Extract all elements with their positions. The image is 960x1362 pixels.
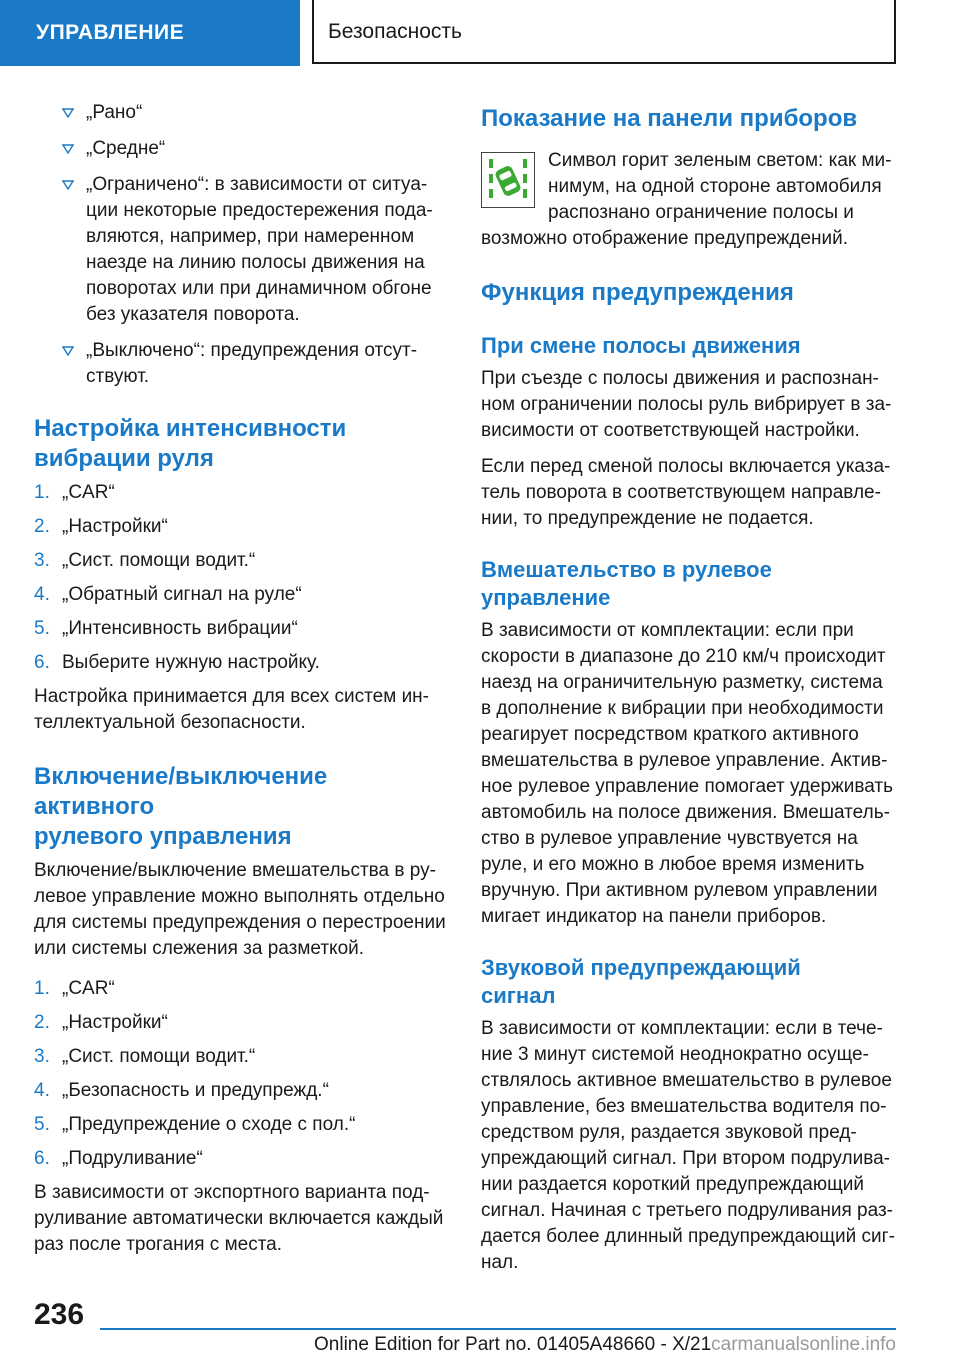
option-text: „Рано“ bbox=[86, 102, 143, 123]
text-line: ство в рулевое управление чувствуется на bbox=[481, 828, 858, 849]
watermark-text: carmanualsonline.info bbox=[711, 1334, 896, 1355]
active-steering-note: В зависимости от экспортного варианта под- руливание автоматически включается каждый раз после трогания с места. bbox=[34, 1182, 444, 1255]
section-title-box bbox=[312, 0, 896, 64]
lane-change-paragraph-2: Если перед сменой полосы включается указа- тель поворота в соответствующем направле- нии, то предупреждение не подается. bbox=[481, 456, 891, 529]
step-text: „Подруливание“ bbox=[62, 1148, 203, 1169]
triangle-bullet-icon bbox=[62, 346, 74, 356]
section-heading-display: Показание на панели приборов bbox=[481, 105, 858, 132]
step-text: „Настройки“ bbox=[62, 1012, 168, 1033]
text-line: упреждающий сигнал. При втором подрулива- bbox=[481, 1148, 890, 1169]
option-item bbox=[34, 100, 448, 126]
step-text: „Настройки“ bbox=[62, 516, 168, 537]
step-item bbox=[34, 976, 448, 1002]
left-column bbox=[34, 100, 448, 1268]
option-text: наезде на линию полосы движения на bbox=[86, 252, 425, 273]
step-item bbox=[34, 1078, 448, 1104]
step-number: 3. bbox=[34, 1046, 50, 1067]
steering-intervention-paragraph bbox=[481, 618, 897, 930]
text-line: скорости в диапазоне до 210 км/ч происходит bbox=[481, 646, 886, 667]
step-number: 4. bbox=[34, 1080, 50, 1101]
display-block bbox=[481, 148, 897, 226]
text-line: вручную. При активном рулевом управлении bbox=[481, 880, 878, 901]
text-line: средством руля, раздается звуковой пред- bbox=[481, 1122, 857, 1143]
section-heading-vibration: Настройка интенсивности вибрации руля bbox=[34, 415, 347, 472]
option-item bbox=[34, 136, 448, 162]
text-line: вмешательства в рулевое управление. Актив- bbox=[481, 750, 888, 771]
text-line: руле, и его можно в любое время изменить bbox=[481, 854, 865, 875]
sound-signal-paragraph bbox=[481, 1016, 897, 1276]
option-text: „Выключено“: предупреждения отсут- bbox=[86, 340, 418, 361]
step-item bbox=[34, 582, 448, 608]
step-number: 4. bbox=[34, 584, 50, 605]
step-text: „Сист. помощи водит.“ bbox=[62, 1046, 256, 1067]
vibration-note: Настройка принимается для всех систем ин- теллектуальной безопасности. bbox=[34, 686, 430, 733]
text-line: нал. bbox=[481, 1252, 519, 1273]
step-text: „CAR“ bbox=[62, 978, 115, 999]
section-heading-warning: Функция предупреждения bbox=[481, 279, 794, 306]
step-item bbox=[34, 548, 448, 574]
step-text: „Обратный сигнал на руле“ bbox=[62, 584, 302, 605]
lane-keeping-green-icon bbox=[482, 153, 534, 206]
step-number: 2. bbox=[34, 516, 50, 537]
footer-edition bbox=[300, 1334, 896, 1356]
text-line: сигнал. Начиная с третьего подруливания раз- bbox=[481, 1200, 894, 1221]
right-column bbox=[481, 104, 897, 1286]
text-line: мигает индикатор на панели приборов. bbox=[481, 906, 827, 927]
section-title: Безопасность bbox=[328, 20, 462, 43]
step-item bbox=[34, 1044, 448, 1070]
step-item bbox=[34, 480, 448, 506]
text-line: управление, без вмешательства водителя по- bbox=[481, 1096, 887, 1117]
page-header bbox=[0, 0, 960, 66]
text-line: реагирует посредством краткого активного bbox=[481, 724, 859, 745]
step-item bbox=[34, 514, 448, 540]
text-line: В зависимости от комплектации: если при bbox=[481, 620, 854, 641]
text-line: ствлялось активное вмешательство в рулевое bbox=[481, 1070, 892, 1091]
step-item bbox=[34, 616, 448, 642]
lane-keeping-indicator bbox=[481, 152, 535, 208]
edition-text: Online Edition for Part no. 01405A48660 - X/21 bbox=[314, 1334, 712, 1355]
step-number: 3. bbox=[34, 550, 50, 571]
step-number: 2. bbox=[34, 1012, 50, 1033]
step-text: „Безопасность и предупрежд.“ bbox=[62, 1080, 329, 1101]
step-number: 1. bbox=[34, 978, 50, 999]
step-text: „Интенсивность вибрации“ bbox=[62, 618, 298, 639]
option-item bbox=[34, 338, 448, 390]
intensity-options-list bbox=[34, 100, 448, 390]
triangle-bullet-icon bbox=[62, 180, 74, 190]
step-number: 6. bbox=[34, 652, 50, 673]
text-line: нии раздается короткий предупреждающий bbox=[481, 1174, 864, 1195]
option-text: ствуют. bbox=[86, 366, 150, 387]
step-item bbox=[34, 1146, 448, 1172]
footer-divider bbox=[100, 1328, 896, 1330]
page-number: 236 bbox=[34, 1298, 85, 1331]
subheading-sound-signal: Звуковой предупреждающий сигнал bbox=[481, 955, 801, 1008]
text-line: ние 3 минут системой неоднократно осуще- bbox=[481, 1044, 869, 1065]
option-text: вляются, например, при намеренном bbox=[86, 226, 415, 247]
step-number: 5. bbox=[34, 1114, 50, 1135]
step-text: Выберите нужную настройку. bbox=[62, 652, 320, 673]
lane-change-paragraph-1: При съезде с полосы движения и распознан- ном ограничении полосы руль вибрирует в за- висимости от соответствующей настройки. bbox=[481, 368, 892, 441]
option-text: „Ограничено“: в зависимости от ситуа- bbox=[86, 174, 428, 195]
step-item bbox=[34, 1010, 448, 1036]
step-item bbox=[34, 1112, 448, 1138]
active-steering-steps-list bbox=[34, 976, 448, 1172]
triangle-bullet-icon bbox=[62, 108, 74, 118]
text-line: В зависимости от комплектации: если в тече- bbox=[481, 1018, 883, 1039]
option-text: без указателя поворота. bbox=[86, 304, 300, 325]
step-text: „Сист. помощи водит.“ bbox=[62, 550, 256, 571]
subheading-lane-change: При смене полосы движения bbox=[481, 333, 801, 358]
text-line: в дополнение к вибрации при необходимости bbox=[481, 698, 884, 719]
display-text: Символ горит зеленым светом: как ми- нимум, на одной стороне автомобиля распознано ограничение полосы и bbox=[548, 150, 892, 223]
step-item bbox=[34, 650, 448, 676]
option-text: поворотах или при динамичном обгоне bbox=[86, 278, 432, 299]
subheading-steering-intervention: Вмешательство в рулевое управление bbox=[481, 557, 772, 610]
display-text-tail: возможно отображение предупреждений. bbox=[481, 228, 849, 249]
step-text: „Предупреждение о сходе с пол.“ bbox=[62, 1114, 356, 1135]
text-line: автомобиль на полосе движения. Вмешатель- bbox=[481, 802, 890, 823]
text-line: ное рулевое управление помогает удерживать bbox=[481, 776, 893, 797]
step-number: 5. bbox=[34, 618, 50, 639]
text-line: дается более длинный предупреждающий сиг- bbox=[481, 1226, 895, 1247]
option-text: ции некоторые предостережения пода- bbox=[86, 200, 433, 221]
option-item bbox=[34, 172, 448, 328]
section-heading-active-steering: Включение/выключение активного рулевого управления bbox=[34, 763, 328, 850]
step-number: 1. bbox=[34, 482, 50, 503]
active-steering-intro: Включение/выключение вмешательства в ру- левое управление можно выполнять отдельно для системы предупреждения о перестроении или системы слежения за разметкой. bbox=[34, 860, 446, 959]
chapter-tab: УПРАВЛЕНИЕ bbox=[0, 0, 300, 66]
step-text: „CAR“ bbox=[62, 482, 115, 503]
step-number: 6. bbox=[34, 1148, 50, 1169]
triangle-bullet-icon bbox=[62, 144, 74, 154]
option-text: „Средне“ bbox=[86, 138, 166, 159]
vibration-steps-list bbox=[34, 480, 448, 676]
text-line: наезд на ограничительную разметку, система bbox=[481, 672, 883, 693]
